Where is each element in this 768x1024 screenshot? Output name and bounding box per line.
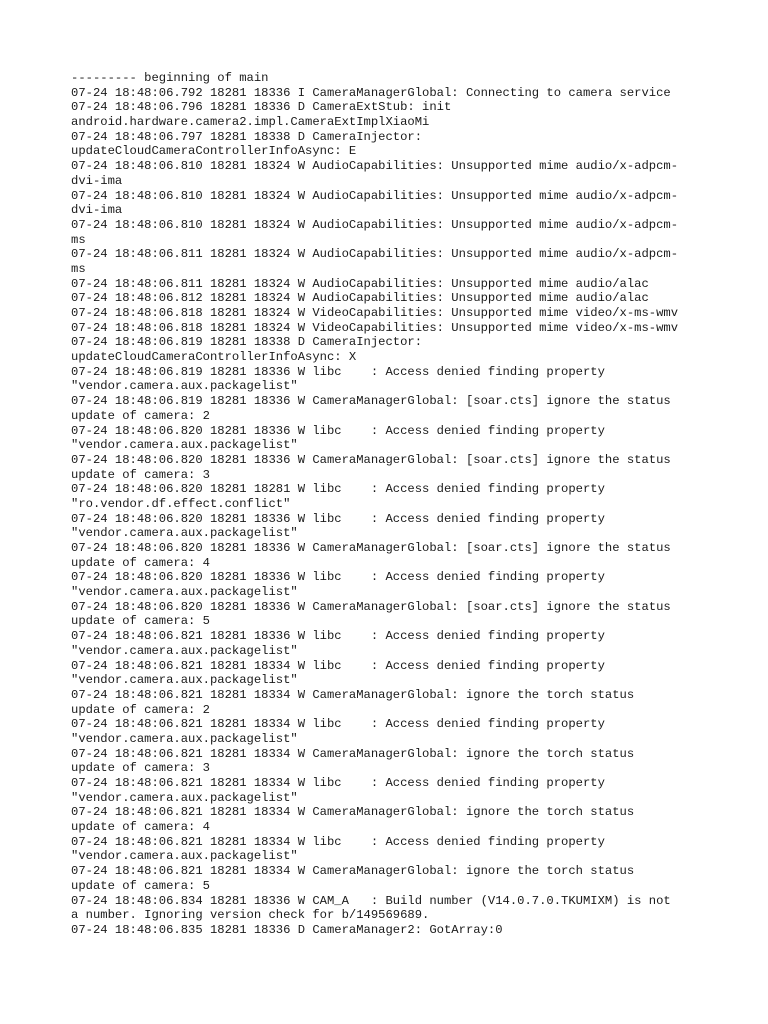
log-line: ms <box>71 261 86 276</box>
log-line: update of camera: 5 <box>71 878 210 893</box>
log-line: --------- beginning of main <box>71 71 269 85</box>
log-line: 07-24 18:48:06.792 18281 18336 I CameraManagerGlobal: Connecting to camera service <box>71 85 671 100</box>
log-line: "vendor.camera.aux.packagelist" <box>71 731 298 746</box>
log-line: 07-24 18:48:06.810 18281 18324 W AudioCapabilities: Unsupported mime audio/x-adpcm- <box>71 188 679 203</box>
log-line: 07-24 18:48:06.821 18281 18334 W CameraManagerGlobal: ignore the torch status <box>71 687 635 702</box>
log-line: 07-24 18:48:06.820 18281 18281 W libc : Access denied finding property <box>71 482 605 497</box>
log-line: 07-24 18:48:06.820 18281 18336 W libc : Access denied finding property <box>71 511 605 526</box>
log-line: 07-24 18:48:06.820 18281 18336 W CameraManagerGlobal: [soar.cts] ignore the status <box>71 599 671 614</box>
log-line: dvi-ima <box>71 203 123 218</box>
log-line: "ro.vendor.df.effect.conflict" <box>71 496 291 511</box>
log-line: "vendor.camera.aux.packagelist" <box>71 790 298 805</box>
log-line: 07-24 18:48:06.818 18281 18324 W VideoCapabilities: Unsupported mime video/x-ms-wmv <box>71 306 679 320</box>
log-line: 07-24 18:48:06.821 18281 18334 W CameraManagerGlobal: ignore the torch status <box>71 805 635 820</box>
log-line: update of camera: 2 <box>71 408 210 423</box>
log-line: 07-24 18:48:06.819 18281 18338 D CameraInjector: <box>71 335 423 350</box>
log-line: 07-24 18:48:06.835 18281 18336 D CameraManager2: GotArray:0 <box>71 922 503 937</box>
log-line: 07-24 18:48:06.819 18281 18336 W CameraManagerGlobal: [soar.cts] ignore the status <box>71 394 671 409</box>
log-line: "vendor.camera.aux.packagelist" <box>71 585 298 600</box>
log-line: 07-24 18:48:06.819 18281 18336 W libc : Access denied finding property <box>71 364 605 379</box>
log-line: "vendor.camera.aux.packagelist" <box>71 526 298 541</box>
log-line: 07-24 18:48:06.821 18281 18334 W CameraManagerGlobal: ignore the torch status <box>71 864 635 879</box>
log-line: 07-24 18:48:06.811 18281 18324 W AudioCapabilities: Unsupported mime audio/alac <box>71 276 649 291</box>
log-line: 07-24 18:48:06.821 18281 18334 W libc : Access denied finding property <box>71 776 605 790</box>
log-line: update of camera: 2 <box>71 702 210 717</box>
log-line: update of camera: 4 <box>71 555 210 570</box>
log-line: 07-24 18:48:06.796 18281 18336 D CameraExtStub: init <box>71 100 452 115</box>
log-line: update of camera: 5 <box>71 614 210 629</box>
log-line: updateCloudCameraControllerInfoAsync: X <box>71 350 357 365</box>
log-line: android.hardware.camera2.impl.CameraExtImplXiaoMi <box>71 115 430 130</box>
log-line: 07-24 18:48:06.821 18281 18336 W libc : Access denied finding property <box>71 629 605 644</box>
log-line: 07-24 18:48:06.812 18281 18324 W AudioCapabilities: Unsupported mime audio/alac <box>71 291 649 306</box>
log-line: update of camera: 4 <box>71 820 210 835</box>
log-output <box>71 71 711 938</box>
log-line: 07-24 18:48:06.834 18281 18336 W CAM_A : Build number (V14.0.7.0.TKUMIXM) is not <box>71 893 671 908</box>
log-line: update of camera: 3 <box>71 761 210 776</box>
log-line: 07-24 18:48:06.820 18281 18336 W CameraManagerGlobal: [soar.cts] ignore the status <box>71 452 671 467</box>
log-line: "vendor.camera.aux.packagelist" <box>71 379 298 394</box>
log-line: 07-24 18:48:06.821 18281 18334 W libc : Access denied finding property <box>71 658 605 673</box>
log-line: 07-24 18:48:06.820 18281 18336 W CameraManagerGlobal: [soar.cts] ignore the status <box>71 541 671 555</box>
log-line: 07-24 18:48:06.820 18281 18336 W libc : Access denied finding property <box>71 423 605 438</box>
log-line: 07-24 18:48:06.821 18281 18334 W libc : Access denied finding property <box>71 717 605 732</box>
log-line: 07-24 18:48:06.810 18281 18324 W AudioCapabilities: Unsupported mime audio/x-adpcm- <box>71 159 679 174</box>
log-line: 07-24 18:48:06.821 18281 18334 W libc : Access denied finding property <box>71 834 605 849</box>
log-line: 07-24 18:48:06.811 18281 18324 W AudioCapabilities: Unsupported mime audio/x-adpcm- <box>71 247 679 262</box>
log-line: 07-24 18:48:06.821 18281 18334 W CameraManagerGlobal: ignore the torch status <box>71 746 635 761</box>
log-line: "vendor.camera.aux.packagelist" <box>71 849 298 864</box>
log-line: "vendor.camera.aux.packagelist" <box>71 643 298 658</box>
log-line: a number. Ignoring version check for b/149569689. <box>71 908 430 923</box>
log-line: 07-24 18:48:06.820 18281 18336 W libc : Access denied finding property <box>71 570 605 585</box>
log-line: 07-24 18:48:06.810 18281 18324 W AudioCapabilities: Unsupported mime audio/x-adpcm- <box>71 217 679 232</box>
log-line: 07-24 18:48:06.818 18281 18324 W VideoCapabilities: Unsupported mime video/x-ms-wmv <box>71 320 679 335</box>
log-line: "vendor.camera.aux.packagelist" <box>71 438 298 453</box>
log-line: update of camera: 3 <box>71 467 210 482</box>
log-line: dvi-ima <box>71 173 123 188</box>
log-line: 07-24 18:48:06.797 18281 18338 D CameraInjector: <box>71 129 423 144</box>
log-line: ms <box>71 232 86 247</box>
log-line: "vendor.camera.aux.packagelist" <box>71 673 298 688</box>
log-line: updateCloudCameraControllerInfoAsync: E <box>71 144 357 159</box>
